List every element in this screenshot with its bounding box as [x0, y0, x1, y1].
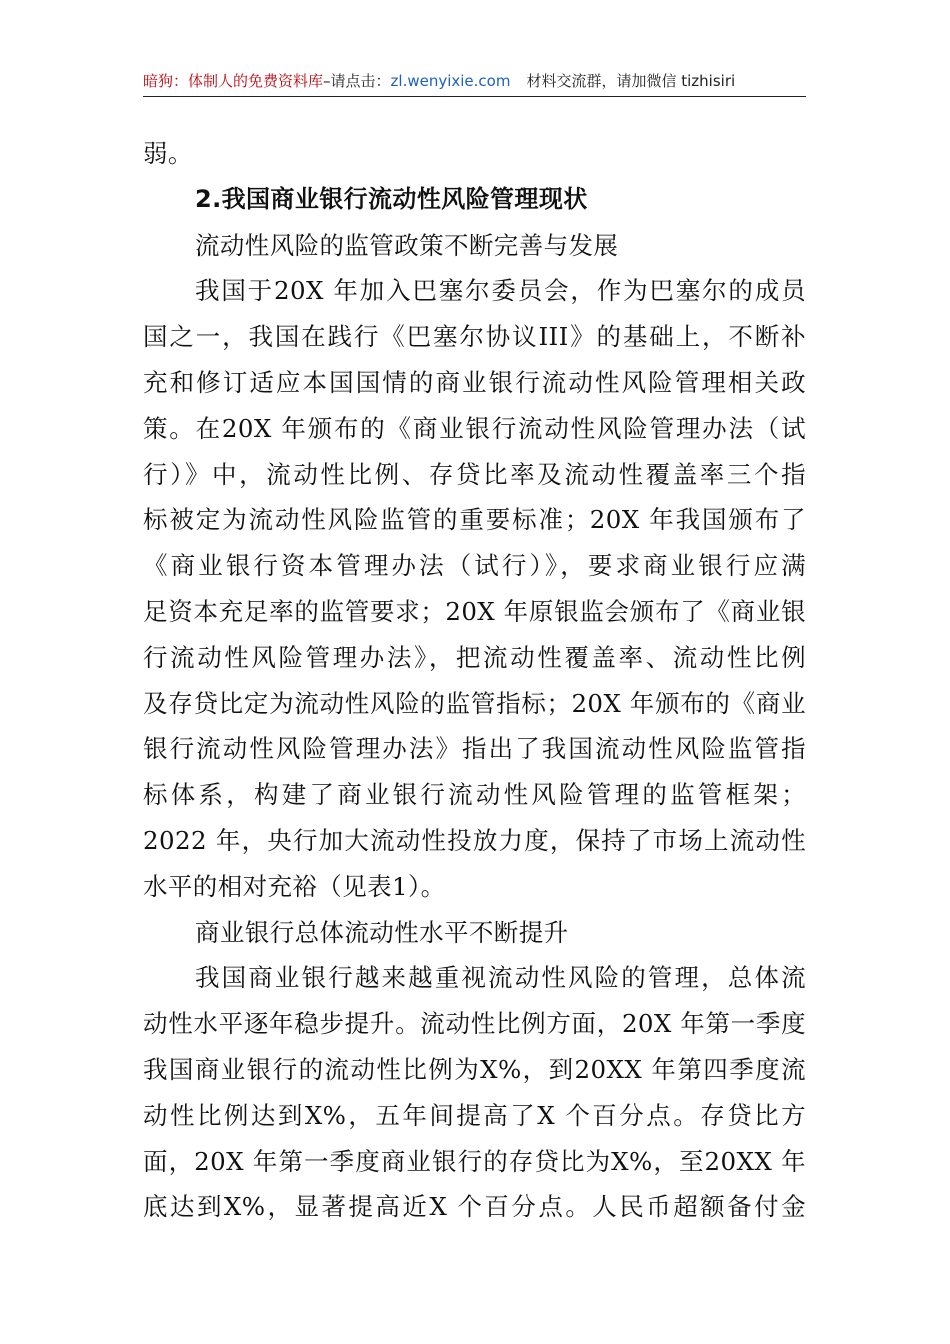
paragraph-line: 水平的相对充裕（见表1）。: [143, 871, 446, 901]
paragraph-line: 动性比例达到X%，五年间提高了X 个百分点。存贷比方: [143, 1100, 806, 1130]
paragraph-line: 底达到X%，显著提高近X 个百分点。人民币超额备付金: [143, 1192, 806, 1222]
paragraph-line: 我国商业银行的流动性比例为X%，到20XX 年第四季度流: [143, 1054, 806, 1084]
paragraph-line: 国之一，我国在践行《巴塞尔协议III》的基础上，不断补: [143, 322, 806, 352]
document-body: [143, 131, 806, 1230]
section-heading: 2.我国商业银行流动性风险管理现状: [195, 184, 588, 213]
paragraph-line: 2022 年，央行加大流动性投放力度，保持了市场上流动性: [143, 825, 806, 855]
header-brand: 暗狗：体制人的免费资料库: [143, 72, 324, 90]
paragraph-line: 动性水平逐年稳步提升。流动性比例方面，20X 年第一季度: [143, 1009, 806, 1039]
paragraph-line: 策。在20X 年颁布的《商业银行流动性风险管理办法（试: [143, 413, 806, 443]
subsection-title: 商业银行总体流动性水平不断提升: [195, 917, 569, 947]
header-group-note: 材料交流群，请加微信 tizhisiri: [526, 72, 736, 90]
paragraph-line: 及存贷比定为流动性风险的监管指标；20X 年颁布的《商业: [143, 688, 806, 718]
paragraph-line: 充和修订适应本国国情的商业银行流动性风险管理相关政: [143, 367, 806, 397]
paragraph-line: 弱。: [143, 139, 193, 168]
paragraph-line: 面，20X 年第一季度商业银行的存贷比为X%，至20XX 年: [143, 1146, 806, 1176]
paragraph-line: 银行流动性风险管理办法》指出了我国流动性风险监管指: [143, 734, 806, 764]
header-click-prompt: –请点击：: [323, 72, 391, 90]
paragraph-line: 行流动性风险管理办法》，把流动性覆盖率、流动性比例: [143, 642, 806, 672]
subsection-title: 流动性风险的监管政策不断完善与发展: [195, 230, 619, 260]
paragraph-line: 我国于20X 年加入巴塞尔委员会，作为巴塞尔的成员: [195, 276, 806, 306]
paragraph-line: 标被定为流动性风险监管的重要标准；20X 年我国颁布了: [143, 505, 806, 535]
paragraph-line: 我国商业银行越来越重视流动性风险的管理，总体流: [195, 963, 806, 993]
paragraph-line: 《商业银行资本管理办法（试行）》，要求商业银行应满: [143, 551, 806, 581]
paragraph-line: 足资本充足率的监管要求；20X 年原银监会颁布了《商业银: [143, 596, 806, 626]
paragraph-line: 标体系，构建了商业银行流动性风险管理的监管框架；: [143, 780, 806, 810]
header-url-link[interactable]: zl.wenyixie.com: [390, 72, 511, 90]
paragraph-line: 行）》中，流动性比例、存贷比率及流动性覆盖率三个指: [143, 459, 806, 489]
page-header: [143, 70, 806, 97]
